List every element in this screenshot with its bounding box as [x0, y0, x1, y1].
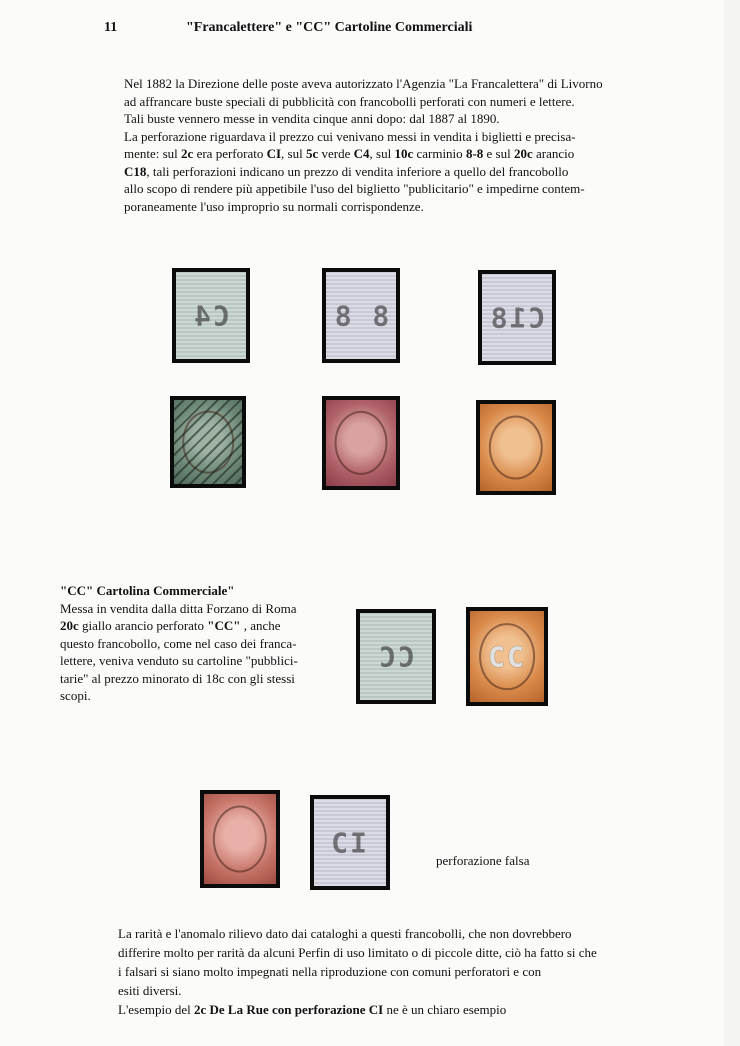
stamp-back-cc: [356, 609, 436, 704]
cc-line: questo francobollo, come nel caso dei franca-: [60, 635, 297, 651]
cc-line: lettere, veniva venduto su cartoline "pubblici-: [60, 653, 298, 668]
closing-line: i falsari si siano molto impegnati nella riproduzione con comuni perforatori e con: [118, 964, 542, 979]
perforation-c4: C4: [192, 299, 230, 332]
fake-perforation-label: perforazione falsa: [436, 853, 530, 868]
cc-line: tarie" al prezzo minorato di 18c con gli stessi: [60, 670, 295, 686]
stamp-back-ci-fake: [310, 795, 390, 890]
intro-paragraph: [124, 75, 644, 215]
stamp-front-5c-green: [170, 396, 246, 488]
stamp-front-2c-de-la-rue: [200, 790, 280, 888]
page-number: 11: [104, 20, 118, 35]
stamp-front-cc: [466, 607, 548, 706]
cc-line: 20c giallo arancio perforato "CC" , anche: [60, 618, 281, 633]
stamp-front-10c-carmine: [322, 396, 400, 490]
closing-line: La rarità e l'anomalo rilievo dato dai cataloghi a questi francobolli, che non dovrebbero: [118, 926, 572, 941]
cc-line: Messa in vendita dalla ditta Forzano di Roma: [60, 600, 297, 616]
perforation-cc-back: CC: [377, 640, 415, 673]
intro-line: Tali buste vennero messe in vendita cinque anni dopo: dal 1887 al 1890.: [124, 111, 500, 126]
perforation-8-8: 8 8: [332, 299, 390, 332]
perforation-c18: C18: [488, 301, 546, 334]
closing-line: esiti diversi.: [118, 983, 182, 998]
intro-line: allo scopo di rendere più appetibile l'uso del biglietto "publicitario" e impedirne contem-: [124, 181, 585, 196]
closing-line: differire molto per rarità da alcuni Perfin di uso limitato o di piccole ditte, ciò ha fatto si che: [118, 945, 597, 960]
intro-line: poraneamente l'uso improprio su normali corrispondenze.: [124, 198, 424, 214]
perforation-ci-fake: CI: [331, 826, 369, 859]
page-title: "Francalettere" e "CC" Cartoline Commerciali: [186, 20, 473, 35]
stamp-front-20c-orange: [476, 400, 556, 495]
closing-paragraph: [118, 924, 618, 1019]
cc-section-title: "CC" Cartolina Commerciale": [60, 583, 235, 598]
intro-line: La perforazione riguardava il prezzo cui venivano messi in vendita i biglietti e precisa-: [124, 128, 576, 144]
stamp-back-c18: [478, 270, 556, 365]
intro-line: ad affrancare buste speciali di pubblicità con francobolli perforati con numeri e lettere.: [124, 93, 575, 109]
closing-line: L'esempio del 2c De La Rue con perforazione CI ne è un chiaro esempio: [118, 1002, 507, 1017]
intro-line: mente: sul 2c era perforato CI, sul 5c verde C4, sul 10c carminio 8-8 e sul 20c arancio: [124, 146, 575, 161]
cc-line: scopi.: [60, 688, 91, 703]
cc-section-text: [60, 582, 330, 705]
perforation-cc-front: CC: [488, 640, 526, 673]
stamp-back-8-8: [322, 268, 400, 363]
intro-line: Nel 1882 la Direzione delle poste aveva autorizzato l'Agenzia "La Francalettera" di Livorno: [124, 76, 603, 91]
intro-line: C18, tali perforazioni indicano un prezzo di vendita inferiore a quello del francobollo: [124, 163, 569, 179]
stamp-back-c4: [172, 268, 250, 363]
